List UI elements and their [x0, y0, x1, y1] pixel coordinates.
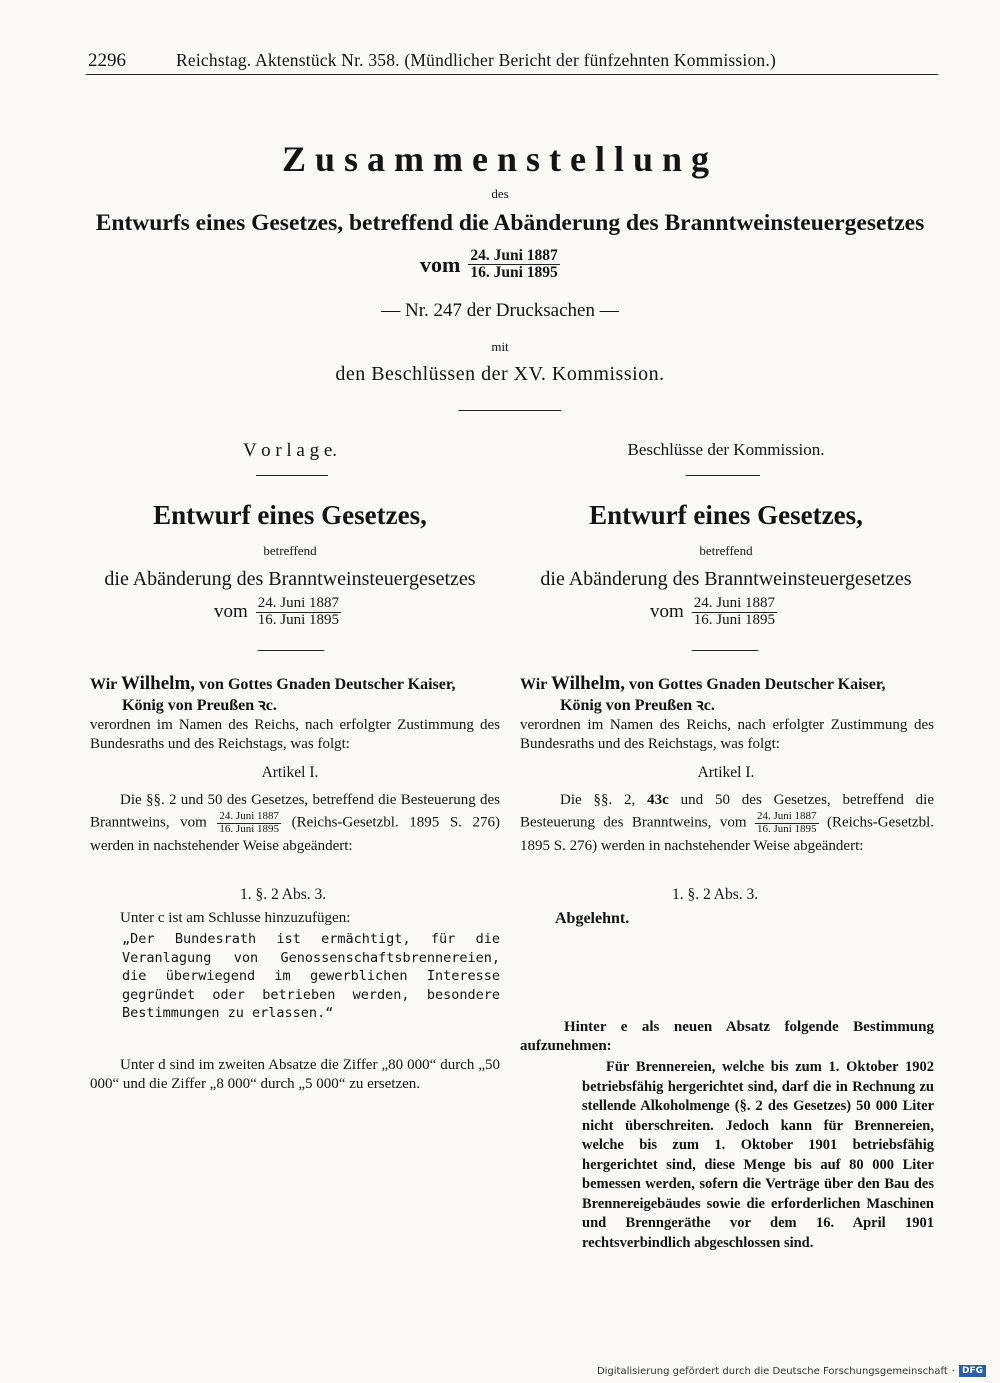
left-p1-top: 24. Juni 1887 [219, 810, 280, 822]
left-unter-c: Unter c ist am Schlusse hinzuzufügen: [120, 910, 351, 926]
right-date-top: 24. Juni 1887 [693, 595, 776, 611]
left-date-fraction [256, 596, 341, 629]
right-bestimmung: Für Brennereien, welche bis zum 1. Oktober 1902 betriebsfähig hergerichtet sind, darf die in Rechnung zu stellende Alkoholmenge (§. 2 des Gesetzes) 50 000 Liter nicht überschreiten. Jedoch kann für Brennereien, welche bis zum 1. Oktober 1901 betriebsfähig hergerichtet sind, diese Menge bis auf 80 000 Liter bemessen werden, sofern die Verträge über den Bau des Brennereigebäudes sowie die erforderlichen Maschinen und Brenngeräthe vor dem 16. April 1901 rechtsverbindlich abgeschlossen sind. [582, 1059, 934, 1251]
right-entwurf-title: Entwurf eines Gesetzes, [589, 500, 863, 530]
right-emperor-line [520, 673, 934, 695]
right-vom: vom [650, 601, 684, 623]
left-date-rule [258, 650, 324, 651]
right-heading-rule [686, 475, 760, 476]
left-entwurf-title: Entwurf eines Gesetzes, [153, 500, 427, 530]
left-wilhelm: Wilhelm, [120, 673, 196, 694]
left-unter-d: Unter d sind im zweiten Absatze die Ziffer „80 000“ durch „50 000“ und die Ziffer „8 000“ durch „5 000“ zu ersetzen. [90, 1057, 500, 1092]
right-p1-top: 24. Juni 1887 [756, 810, 817, 822]
right-paragraph-1 [520, 789, 934, 857]
left-heading: V o r l a g e. [242, 440, 338, 461]
right-hinter-e: Hinter e als neuen Absatz folgende Bestimmung aufzunehmen: [520, 1019, 934, 1054]
left-wir: Wir [90, 676, 117, 693]
right-date-bottom: 16. Juni 1895 [693, 611, 776, 628]
right-koenig: König von Preußen ꝛc. [560, 697, 715, 714]
right-p1-b: (Reichs-Gesetzbl. 1895 S. 276) werden in nachstehender Weise abgeändert: [520, 814, 935, 855]
title-vom: vom [420, 251, 461, 277]
left-emperor-line [90, 673, 500, 695]
right-date [650, 596, 777, 629]
left-betreffend: betreffend [263, 543, 317, 558]
left-paragraph-1 [90, 789, 500, 857]
left-vom: vom [214, 601, 248, 623]
running-title: Reichstag. Aktenstück Nr. 358. (Mündlicher Bericht der fünfzehnten Kommission.) [176, 50, 776, 70]
left-date-bottom: 16. Juni 1895 [257, 611, 340, 628]
right-date-fraction [692, 596, 777, 629]
title-date-top: 24. Juni 1887 [470, 247, 558, 264]
left-date-top: 24. Juni 1887 [257, 595, 340, 611]
left-p1-a: Die §§. 2 und 50 des Gesetzes, betreffend die Besteuerung des Branntweins, vom [90, 792, 500, 831]
left-quote: „Der Bundesrath ist ermächtigt, für die Veranlagung von Genossenschaftsbrennereien, die überwiegend im gewerblichen Interesse gegründet oder betrieben werden, besondere Bestimmungen zu erlassen.“ [122, 931, 500, 1021]
title-rule [459, 410, 561, 411]
left-p1-fraction [217, 811, 281, 835]
right-p1-fraction [755, 811, 819, 835]
footer-credit: Digitalisierung gefördert durch die Deutsche Forschungsgemeinschaft [596, 1365, 948, 1377]
right-abaenderung: die Abänderung des Branntweinsteuergesetzes [540, 568, 912, 590]
right-p1-a2: und 50 des Gesetzes, betreffend die Besteuerung des Branntweins, vom [520, 792, 934, 831]
footer-credit-line [597, 1365, 986, 1377]
left-date [214, 596, 341, 629]
right-date-rule [692, 650, 758, 651]
left-koenig: König von Preußen ꝛc. [122, 697, 277, 714]
right-item-1: 1. §. 2 Abs. 3. [672, 886, 759, 903]
left-item-1: 1. §. 2 Abs. 3. [240, 886, 327, 903]
left-p1-b: (Reichs-Gesetzbl. 1895 S. 276) werden in nachstehender Weise abgeändert: [90, 814, 500, 855]
right-abgelehnt: Abgelehnt. [555, 910, 630, 927]
title-mit: mit [491, 339, 509, 354]
right-p1-bottom: 16. Juni 1895 [756, 822, 817, 835]
right-gnaden: von Gottes Gnaden Deutscher Kaiser, [629, 676, 886, 693]
left-heading-rule [256, 475, 328, 476]
left-verordnen: verordnen im Namen des Reichs, nach erfolgter Zustimmung des Bundesraths und des Reichstags, was folgt: [90, 717, 500, 752]
left-preamble [90, 673, 500, 754]
left-gnaden: von Gottes Gnaden Deutscher Kaiser, [199, 676, 456, 693]
right-heading: Beschlüsse der Kommission. [627, 440, 825, 459]
title-date-bottom: 16. Juni 1895 [470, 264, 558, 282]
right-wir: Wir [520, 676, 547, 693]
right-wilhelm: Wilhelm, [550, 673, 626, 694]
right-artikel: Artikel I. [697, 764, 755, 781]
title-des: des [491, 186, 509, 201]
right-p1-a: Die §§. 2, [560, 792, 636, 808]
title-line: Entwurfs eines Gesetzes, betreffend die Abänderung des Branntweinsteuergesetzes [95, 210, 925, 236]
right-preamble [520, 673, 934, 754]
dfg-logo: DFG [959, 1365, 986, 1377]
page-number: 2296 [88, 50, 126, 71]
right-betreffend: betreffend [699, 543, 753, 558]
title-date-fraction [468, 248, 559, 282]
left-abaenderung: die Abänderung des Branntweinsteuergesetzes [104, 568, 476, 590]
left-p1-bottom: 16. Juni 1895 [219, 822, 280, 835]
left-artikel: Artikel I. [261, 764, 319, 781]
drucksachen-line: — Nr. 247 der Drucksachen — [381, 300, 619, 321]
title-date [420, 248, 560, 282]
footer-separator: · [951, 1365, 955, 1377]
right-verordnen: verordnen im Namen des Reichs, nach erfolgter Zustimmung des Bundesraths und des Reichstags, was folgt: [520, 717, 934, 752]
right-p1-43c: 43c [647, 792, 669, 808]
document-title: Zusammenstellung [281, 139, 719, 179]
header-rule [86, 74, 938, 75]
beschluesse-line: den Beschlüssen der XV. Kommission. [335, 363, 665, 385]
